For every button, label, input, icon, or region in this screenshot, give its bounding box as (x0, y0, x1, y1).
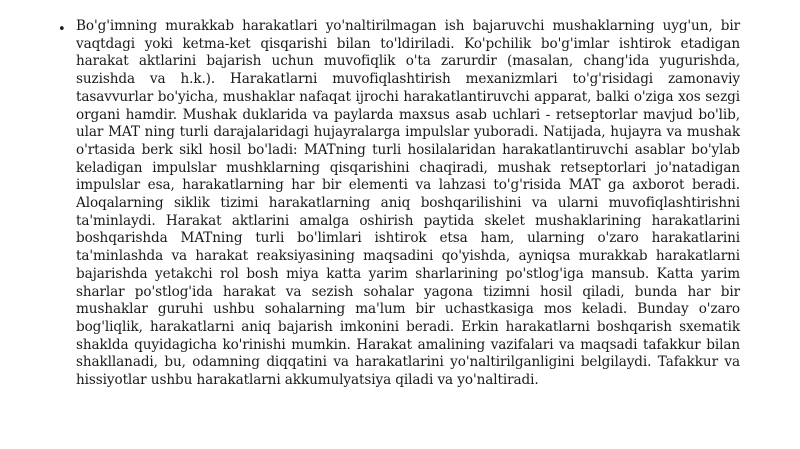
list-item (58, 18, 740, 390)
bullet-marker: • (58, 22, 66, 37)
bullet-paragraph: Bo'g'imning murakkab harakatlari yo'naltirilmagan ish bajaruvchi mushaklarning uyg'un, bir vaqtdagi yoki ketma-ket qisqarishi bilan to'ldiriladi. Ko'pchilik bo'g'imlar ishtirok etadigan harakat aktlarini bajarish uchun muvofiqlik o'ta zarurdir (masalan, chang'ida yugurishda, suzishda va h.k.). Harakatlarni muvofiqlashtirish mexanizmlari to'g'risidagi zamonaviy tasavvurlar bo'yicha, mushaklar nafaqat ijrochi harakatlantiruvchi apparat, balki o'ziga xos sezgi organi hamdir. Mushak duklarida va paylarda maxsus asab uchlari - retseptorlar mavjud bo'lib, ular MAT ning turli darajalaridagi hujayralarga impulslar yuboradi. Natijada, hujayra va mushak o'rtasida berk sikl hosil bo'ladi: MATning turli hosilalaridan harakatlantiruvchi asablar bo'ylab keladigan impulslar mushklarning qisqarishini chaqiradi, mushak retseptorlari jo'natadigan impulslar esa, harakatlarning har bir elementi va lahzasi to'g'risida MAT ga axborot beradi. Aloqalarning siklik tizimi harakatlarning aniq boshqarilishini va ularni muvofiqlashtirishni ta'minlaydi. Harakat aktlarini amalga oshirish paytida skelet mushaklarining harakatlarini boshqarishda MATning turli bo'limlari ishtirok etsa ham, ularning o'zaro harakatlarini ta'minlashda va harakat reaksiyasining maqsadini qo'yishda, ayniqsa murakkab harakatlarni bajarishda yetakchi rol bosh miya katta yarim sharlarining po'stlog'iga mansub. Katta yarim sharlar po'stlog'ida harakat va sezish sohalar yagona tizimni hosil qiladi, bunda har bir mushaklar guruhi ushbu sohalarning ma'lum bir uchastkasiga mos keladi. Bunday o'zaro bog'liqlik, harakatlarni aniq bajarish imkonini beradi. Erkin harakatlarni boshqarish sxematik shaklda quyidagicha ko'rinishi mumkin. Harakat amalining vazifalari va maqsadi tafakkur bilan shakllanadi, bu, odamning diqqatini va harakatlarini yo'naltirilganligini belgilaydi. Tafakkur va hissiyotlar ushbu harakatlarni akkumulyatsiya qiladi va yo'naltiradi. (76, 18, 740, 389)
bullet-list (58, 18, 740, 390)
